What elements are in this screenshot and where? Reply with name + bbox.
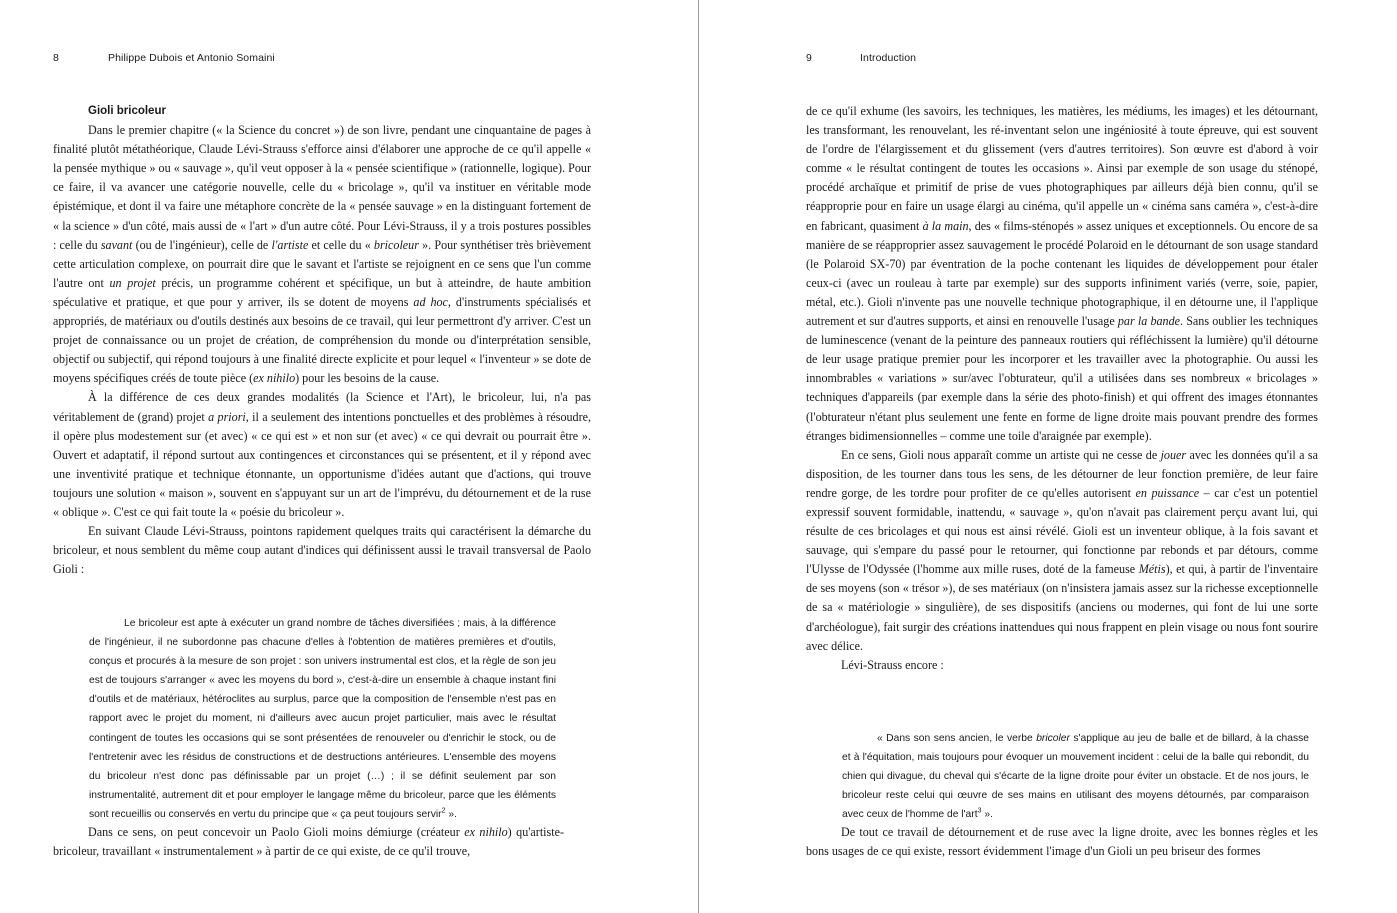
paragraph: En ce sens, Gioli nous apparaît comme un artiste qui ne cesse de jouer avec les données qu'il a sa disposition, de les tourner dans tous les sens, de les détourner de leur fonction première, de leur faire rendre gorge, de les tordre pour profiter de ce qu'elles autorisent en puissance – car c'est un potentiel expressif souvent formidable, inattendu, « sauvage », qu'on n'avait pas clairement perçu avant lui, qui résulte de ces bricolages et qui nous est ainsi révélé. Gioli est un inventeur oblique, à la fois savant et sauvage, qui s'empare du passé pour le retourner, qui fonctionne par rebonds et par détours, comme l'Ulysse de l'Odyssée (l'homme aux mille ruses, doté de la fameuse Métis), et qui, à partir de l'inventaire de ses moyens (son « trésor »), de ses matériaux (on n'insistera jamais assez sur la richesse exceptionnelle de sa « matériologie » singulière), de ses dispositifs (anciens ou modernes, qui font de lui une sorte d'archéologue), fait surgir des créations inattendues qui nous frappent en plein visage ou nous font sourire avec délice. bbox=[806, 447, 1318, 653]
footnote-ref: 2 bbox=[441, 807, 446, 815]
right-body-end bbox=[806, 823, 1318, 861]
paragraph: Dans le premier chapitre (« la Science du concret ») de son livre, pendant une cinquantaine de pages à finalité plutôt métathéorique, Claude Lévi-Strauss s'efforce ainsi d'élaborer une approche de ce qu'il appelle « la pensée mythique » ou « sauvage », qu'il veut opposer à la « pensée scientifique » (rationnelle, logique). Pour ce faire, il va avancer une catégorie nouvelle, celle du « bricolage », qu'il va instituer en véritable mode épistémique, et dont il va faire une métaphore concrète de la « pensée sauvage » en la distinguant fortement de « la science » d'un côté, mais aussi de « l'art » d'un autre côté. Pour Lévi-Strauss, il y a trois postures possibles : celle du savant (ou de l'ingénieur), celle de l'artiste et celle du « bricoleur ». Pour synthétiser très brièvement cette articulation complexe, on pourrait dire que le savant et l'artiste se rejoignent en ce sens que l'un comme l'autre ont un projet précis, un programme cohérent et spécifique, un but à atteindre, de haute ambition spéculative et pratique, et que pour y arriver, ils se dotent de moyens ad hoc, d'instruments spécialisés et appropriés, de matériaux ou d'outils destinés aux besoins de ce travail, qui leur permettront d'y arriver. C'est un projet de connaissance ou un projet de création, de compréhension du monde ou d'interprétation sensible, objectif ou subjectif, qui répond toujours à une finalité directe explicite et pour lequel « l'inventeur » se dote de moyens spécifiques créés de toute pièce (ex nihilo) pour les besoins de la cause. bbox=[53, 123, 591, 386]
paragraph: Dans ce sens, on peut concevoir un Paolo Gioli moins démiurge (créateur ex nihilo) qu'artiste-bricoleur, travaillant « instrumentalement » à partir de ce qui existe, de ce qu'il trouve, bbox=[53, 825, 565, 859]
running-head: Philippe Dubois et Antonio Somaini bbox=[108, 52, 275, 64]
paragraph: À la différence de ces deux grandes modalités (la Science et l'Art), le bricoleur, lui, n'a pas véritablement de (grand) projet a priori, il a seulement des intentions ponctuelles et des problèmes à résoudre, il opère plus modestement sur (et avec) « ce qui est » et non sur (et avec) « ce qui devrait ou pourrait être ». Ouvert et adaptatif, il répond surtout aux contingences et circonstances qui se présentent, et il y répond avec une inventivité pratique et technique étonnante, un opportunisme d'idées autant que d'actions, qui trouve toujours une solution « maison », souvent en s'appuyant sur un art de l'imprévu, du détournement et de la ruse « oblique ». C'est ce qui fait toute la « poésie du bricoleur ». bbox=[53, 390, 591, 519]
page-number: 8 bbox=[53, 52, 59, 64]
left-body-end bbox=[53, 823, 564, 861]
left-body bbox=[53, 102, 591, 579]
block-quote: Le bricoleur est apte à exécuter un grand nombre de tâches diversifiées ; mais, à la différence de l'ingénieur, il ne subordonne pas chacune d'elles à l'obtention de matières premières et d'outils, conçus et procurés à la mesure de son projet : son univers instrumental est clos, et la règle de son jeu est de toujours s'arranger « avec les moyens du bord », c'est-à-dire un ensemble à chaque instant fini d'outils et de matériaux, hétéroclites au surplus, parce que la composition de l'ensemble n'est pas en rapport avec le projet du moment, ni d'ailleurs avec aucun projet particulier, mais avec le résultat contingent de toutes les occasions qui se sont présentées de renouveler ou d'enrichir le stock, ou de l'entretenir avec les résidus de constructions et de destructions antérieures. L'ensemble des moyens du bricoleur n'est donc pas définissable par un projet (…) ; il se définit seulement par son instrumentalité, autrement dit et pour employer le langage même du bricoleur, parce que les éléments sont recueillis ou conservés en vertu du principe que « ça peut toujours servir$^2$ ». bbox=[89, 618, 556, 820]
right-body bbox=[806, 102, 1318, 675]
paragraph: Lévi-Strauss encore : bbox=[841, 657, 944, 672]
right-page bbox=[700, 0, 1397, 913]
page-number: 9 bbox=[806, 52, 812, 64]
paragraph: En suivant Claude Lévi-Strauss, pointons rapidement quelques traits qui caractérisent la démarche du bricoleur, et nous semblent du même coup autant d'indices qui définissent aussi le travail transversal de Paolo Gioli : bbox=[53, 524, 591, 577]
paragraph: de ce qu'il exhume (les savoirs, les techniques, les matières, les médiums, les images) et les détournant, les transformant, les renouvelant, les ré-inventant selon une ingéniosité à toute épreuve, qui est souvent de l'ordre de l'élargissement et du glissement (vers d'autres territoires). Son œuvre est d'abord à voir comme « le résultat contingent de toutes les occasions ». Ainsi par exemple de son usage du sténopé, procédé archaïque et primitif de prise de vues photographiques par ailleurs déjà bien connu, qu'il se réapproprie pour en faire un usage élargi au cinéma, qu'il appelle un « cinéma sans caméra », c'est-à-dire en fabricant, quasiment à la main, des « films-sténopés » assez uniques et exceptionnels. Ou encore de sa manière de se réapproprier assez sauvagement le procédé Polaroid en le détournant de son usage standard (le Polaroid SX-70) par éventration de la poche contenant les liquides de développement pour étaler ceux-ci (avec un rouleau à tarte par exemple) sur des supports infiniment variés (verre, soie, papier, métal, etc.). Gioli n'invente pas une nouvelle technique photographique, il en détourne une, il l'applique autrement et sur d'autres supports, et ainsi en renouvelle l'usage par la bande. Sans oublier les techniques de luminescence (venant de la peinture des panneaux routiers qui réfléchissent la lumière) qu'il détourne de leur usage pratique premier pour les incorporer et les travailler avec la photographie. Ou aussi les innombrables « variations » sur/avec l'obturateur, qu'il a utilisées dans ses nombreux « bricolages » techniques d'appareils (par exemple dans la série des photo-finish) et qui offrent des images étonnantes (l'obturateur n'étant plus seulement une fente en forme de ligne droite mais pouvant prendre des formes étranges bidimensionnelles – comme une toile d'araignée par exemple). bbox=[806, 104, 1318, 443]
running-head: Introduction bbox=[860, 52, 917, 64]
section-heading: Gioli bricoleur bbox=[88, 105, 166, 117]
footnote-ref: 3 bbox=[977, 807, 982, 815]
paragraph: De tout ce travail de détournement et de ruse avec la ligne droite, avec les bonnes règles et les bons usages de ce qui existe, ressort évidemment l'image d'un Gioli un peu briseur des formes bbox=[806, 825, 1318, 859]
page-divider bbox=[698, 0, 699, 913]
left-page bbox=[0, 0, 698, 913]
block-quote: « Dans son sens ancien, le verbe bricoler s'applique au jeu de balle et de billard, à la chasse et à l'équitation, mais toujours pour évoquer un mouvement incident : celui de la balle qui rebondit, du chien qui divague, du cheval qui s'écarte de la ligne droite pour éviter un obstacle. Et de nos jours, le bricoleur reste celui qui œuvre de ses mains en utilisant des moyens détournés, par comparaison avec ceux de l'homme de l'art$^3$ ». bbox=[842, 733, 1309, 821]
